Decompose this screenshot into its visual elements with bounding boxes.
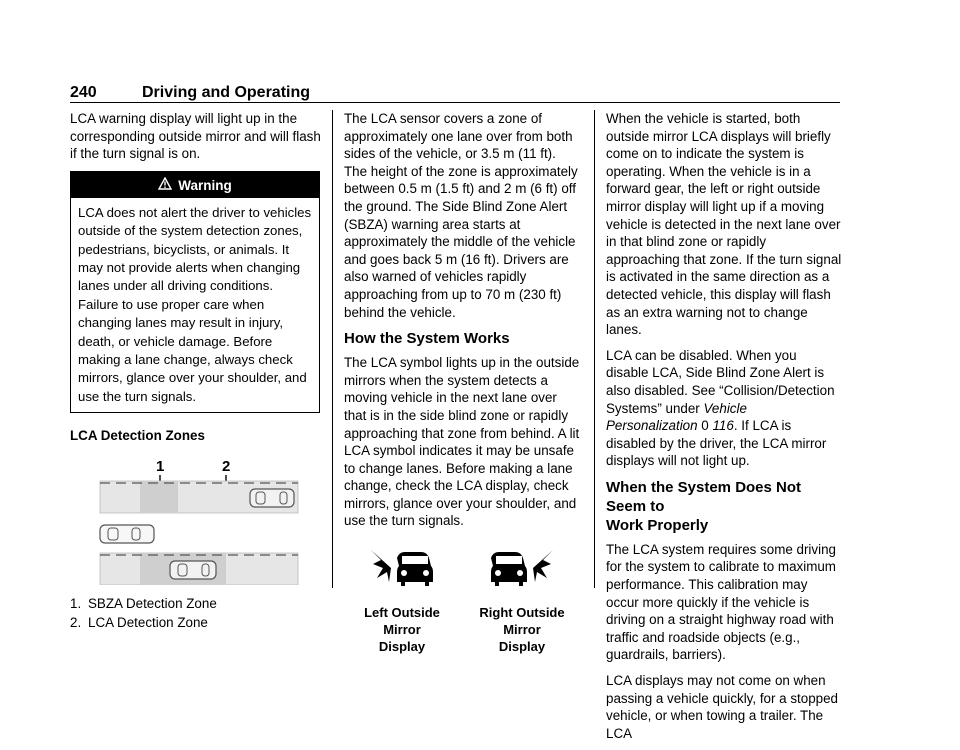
right-mirror-display — [460, 544, 584, 655]
right-lca-symbol-icon — [487, 544, 557, 592]
startup-paragraph: When the vehicle is started, both outside mirror LCA displays will briefly come on to indicate the system is operating. When the vehicle is in a forward gear, the left or right outside mirror display will light up if a moving vehicle is detected in the next lane over in that blind zone or rapidly approaching that zone. If the turn signal is activated in the same direction as a detected vehicle, this display will flash as an extra warning not to change lanes. — [606, 111, 842, 338]
column-2 — [344, 110, 580, 664]
right-icon-label-line2: Display — [498, 639, 546, 655]
callout-2: 2 — [222, 457, 231, 475]
left-lca-symbol-icon — [367, 544, 437, 592]
column-1 — [70, 110, 322, 634]
warning-body: LCA does not alert the driver to vehicles outside of the system detection zones, pedestrians, bicyclists, or animals. It may not provide alerts when changing lanes under all driving conditions. Failure to use proper care when changing lanes may result in injury, death, or vehicle damage. Before making a lane change, always check mirrors, glance over your shoulder, and use the turn signals. — [78, 204, 312, 404]
disable-paragraph: LCA can be disabled. When you disable LCA, Side Blind Zone Alert is also disabled. See “Collision/Detection Systems” under Vehicle Personalization 0 116. If LCA is disabled by the driver, the LCA mirror displays will not light up. — [606, 347, 835, 469]
host-vehicle — [100, 525, 154, 543]
column-divider-2 — [594, 110, 595, 588]
sbza-zone-top — [140, 481, 178, 513]
intro-paragraph: LCA warning display will light up in the corresponding outside mirror and will flash if the turn signal is on. — [70, 111, 321, 162]
page-ref-arrow-icon: 0 — [701, 418, 709, 434]
left-mirror-display — [344, 544, 460, 655]
mirror-display-icons — [344, 544, 580, 664]
warning-box — [70, 171, 320, 413]
calibration-paragraph: The LCA system requires some driving for the system to calibrate to maximum performance. This calibration may occur more quickly if the vehicle is driving on a straight highway road with traffic and roadside objects (e.g., guardrails, barriers). — [606, 541, 836, 663]
how-system-works-paragraph: The LCA symbol lights up in the outside mirrors when the system detects a moving vehicle in the next lane over that is in the side blind zone or rapidly approaching that zone from behind. A lit LCA symbol indicates it may be unsafe to change lanes. Before making a lane change, check the LCA display, check mirrors, glance over your shoulder, and use the turn signals. — [344, 355, 580, 529]
detection-zones-diagram — [70, 453, 322, 585]
limitations-paragraph: LCA displays may not come on when passing a vehicle quickly, for a stopped vehicle, or when towing a trailer. The LCA — [606, 673, 838, 741]
page-ref-number[interactable]: 116 — [712, 418, 734, 434]
left-icon-label-line1: Left Outside Mirror — [364, 605, 440, 638]
zones-label: LCA Detection Zones — [70, 428, 205, 444]
not-working-heading: When the System Does Not Seem to Work Properly — [606, 478, 802, 534]
how-system-works-heading: How the System Works — [344, 330, 510, 348]
bottom-lane — [100, 553, 298, 585]
column-3 — [606, 110, 842, 750]
warning-triangle-icon — [158, 172, 172, 198]
top-lane — [100, 481, 298, 513]
section-title: Driving and Operating — [142, 84, 311, 101]
right-icon-label-line1: Right Outside Mirror — [479, 605, 565, 638]
vehicle-personalization-link[interactable]: Vehicle Personalization — [606, 400, 747, 434]
sensor-paragraph: The LCA sensor covers a zone of approximately one lane over from both sides of the vehicle, or 3.5 m (11 ft). The height of the zone is approximately between 0.5 m (1.5 ft) and 2 m (6 ft) off the ground. The Side Blind Zone Alert (SBZA) warning area starts at approximately the middle of the vehicle and goes back 5 m (16 ft). Drivers are also warned of vehicles rapidly approaching from up to 70 m (230 ft) behind the vehicle. — [344, 111, 578, 320]
list-item: 1. SBZA Detection Zone — [70, 595, 217, 611]
left-icon-label-line2: Display — [378, 639, 426, 655]
column-divider-1 — [332, 110, 333, 588]
header-rule — [70, 102, 840, 103]
page-number: 240 — [70, 84, 97, 101]
warning-header — [71, 172, 319, 198]
callout-1: 1 — [156, 457, 165, 475]
list-item: 2. LCA Detection Zone — [70, 615, 208, 631]
warning-title: Warning — [178, 177, 232, 193]
